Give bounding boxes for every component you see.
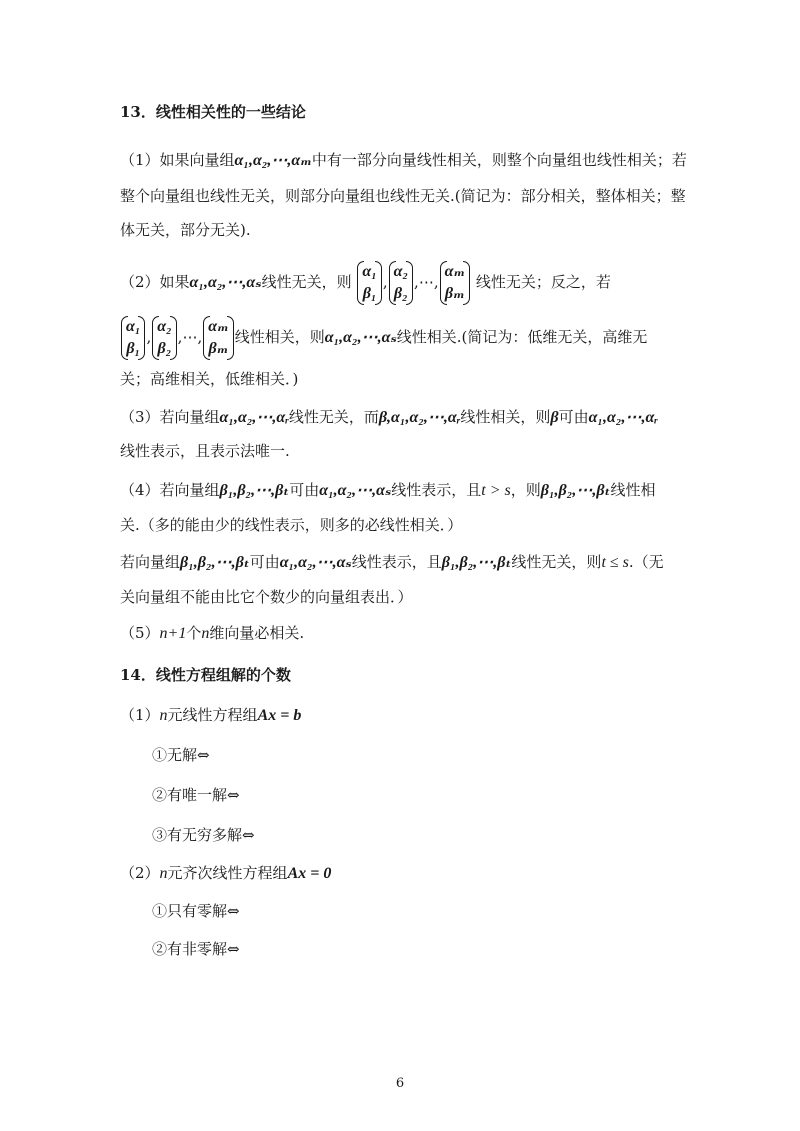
text: ，则 <box>510 481 541 499</box>
text: 元线性方程组 <box>167 706 258 724</box>
paragraph-4-line-2: 关.（多的能由少的线性表示，则多的必线性相关．） <box>120 516 463 534</box>
question-1-item-3: ③有无穷多解⇔ <box>152 826 255 844</box>
text: （2）如果 <box>120 273 190 291</box>
paragraph-5 <box>120 622 304 645</box>
question-2-item-2: ②有非零解⇔ <box>152 940 240 958</box>
section-14-title: 14．线性方程组解的个数 <box>120 666 291 684</box>
math-equation: Ax = 0 <box>287 865 332 882</box>
text: 线性无关，则 <box>261 273 352 291</box>
math-alpha-set: α₁,α₂,⋯,αᵣ <box>588 409 658 426</box>
paragraph-1-line-3: 体无关，部分无关). <box>120 221 251 239</box>
comma: , <box>197 328 203 346</box>
text: 线性无关，而 <box>288 408 379 426</box>
vec-top: α₂ <box>157 318 172 335</box>
column-vector <box>389 261 413 305</box>
comma: , <box>382 273 388 291</box>
vec-bottom: β₁ <box>362 285 377 302</box>
text: 可由 <box>558 408 589 426</box>
math-alpha-set: α₁,α₂,⋯,αₛ <box>279 554 352 571</box>
text: （4）若向量组 <box>120 481 220 499</box>
dots: ⋯ <box>418 273 434 291</box>
math-alpha-set: α₁,α₂,⋯,αₘ <box>234 152 312 169</box>
text: 线性表示，且 <box>391 481 482 499</box>
paragraph-3-line-1 <box>120 406 658 429</box>
paragraph-4-line-4: 关向量组不能由比它个数少的向量组表出．） <box>120 588 413 606</box>
paragraph-3-line-2: 线性表示，且表示法唯一. <box>120 442 290 460</box>
math-alpha-set: α₁,α₂,⋯,αᵣ <box>219 409 289 426</box>
text: 线性表示，且 <box>351 553 442 571</box>
question-1 <box>120 704 301 727</box>
math-inequality: t ≤ s <box>601 554 629 571</box>
text: 线性相关，则 <box>460 408 551 426</box>
vec-top: αₘ <box>208 318 229 335</box>
math-inequality: t > s <box>481 482 511 499</box>
paragraph-2-line-1 <box>120 258 611 307</box>
math-alpha-set: α₁,α₂,⋯,αₛ <box>324 329 397 346</box>
math-n: n <box>159 865 168 882</box>
text: 线性无关；反之，若 <box>475 273 611 291</box>
text: （2） <box>120 864 160 882</box>
comma: , <box>414 273 419 291</box>
text: 线性相关，则 <box>234 328 325 346</box>
math-n: n <box>159 707 168 724</box>
column-vector <box>152 316 176 360</box>
text: 若向量组 <box>120 553 181 571</box>
math-beta-set: β₁,β₂,⋯,βₜ <box>219 482 290 499</box>
vec-top: αₘ <box>444 263 466 280</box>
comma: , <box>433 273 439 291</box>
paragraph-1-line-1 <box>120 149 687 172</box>
math-beta-set: β₁,β₂,⋯,βₜ <box>180 554 250 571</box>
text: （1）如果向量组 <box>120 151 235 169</box>
column-vector <box>121 316 145 360</box>
text: 可由 <box>249 553 280 571</box>
text: （1） <box>120 706 160 724</box>
math-n-plus-1: n+1 <box>159 625 187 642</box>
math-beta-set: β₁,β₂,⋯,βₜ <box>441 554 512 571</box>
math-alpha-set: α₁,α₂,⋯,αₛ <box>319 482 392 499</box>
text: 元齐次线性方程组 <box>167 864 288 882</box>
text: 线性相 <box>610 481 656 499</box>
column-vector <box>440 261 471 305</box>
question-1-item-1: ①无解⇔ <box>152 746 210 764</box>
question-2-item-1: ①只有零解⇔ <box>152 902 240 920</box>
math-beta-alpha-set: β,α₁,α₂,⋯,αᵣ <box>378 409 461 426</box>
paragraph-1-line-2: 整个向量组也线性无关，则部分向量组也线性无关.(简记为：部分相关，整体相关；整 <box>120 187 686 205</box>
math-beta-set: β₁,β₂,⋯,βₜ <box>540 482 611 499</box>
paragraph-2-line-2 <box>120 313 647 362</box>
paragraph-4-line-3 <box>120 551 664 574</box>
math-n: n <box>201 625 210 642</box>
vec-top: α₂ <box>393 263 409 280</box>
section-13-title: 13．线性相关性的一些结论 <box>120 103 306 121</box>
text: 可由 <box>289 481 320 499</box>
math-alpha-set: α₁,α₂,⋯,αₛ <box>189 274 262 291</box>
vec-bottom: βₘ <box>444 285 465 302</box>
paragraph-2-line-3: 关；高维相关，低维相关．) <box>120 370 299 388</box>
question-1-item-2: ②有唯一解⇔ <box>152 786 240 804</box>
text: （5） <box>120 624 160 642</box>
text: 线性相关.(简记为：低维无关，高维无 <box>396 328 648 346</box>
math-equation: Ax = b <box>257 707 302 724</box>
page-number: 6 <box>395 1076 405 1091</box>
column-vector <box>203 316 234 360</box>
text: 个 <box>186 624 202 642</box>
column-vector <box>357 261 381 305</box>
text: 维向量必相关. <box>209 624 305 642</box>
comma: , <box>177 328 183 346</box>
vec-top: α₁ <box>362 263 377 280</box>
text: 线性无关，则 <box>511 553 602 571</box>
vec-bottom: β₂ <box>157 340 172 357</box>
vec-bottom: βₘ <box>208 340 229 357</box>
vec-top: α₁ <box>126 318 141 335</box>
vec-bottom: β₂ <box>393 285 408 302</box>
text: 中有一部分向量线性相关，则整个向量组也线性相关；若 <box>311 151 687 169</box>
vec-bottom: β₁ <box>126 340 141 357</box>
text: （3）若向量组 <box>120 408 220 426</box>
dots: ⋯ <box>182 328 198 346</box>
comma: , <box>146 328 152 346</box>
text: .（无 <box>628 553 664 571</box>
paragraph-4-line-1 <box>120 479 655 502</box>
math-beta: β <box>550 409 559 426</box>
question-2 <box>120 862 331 885</box>
